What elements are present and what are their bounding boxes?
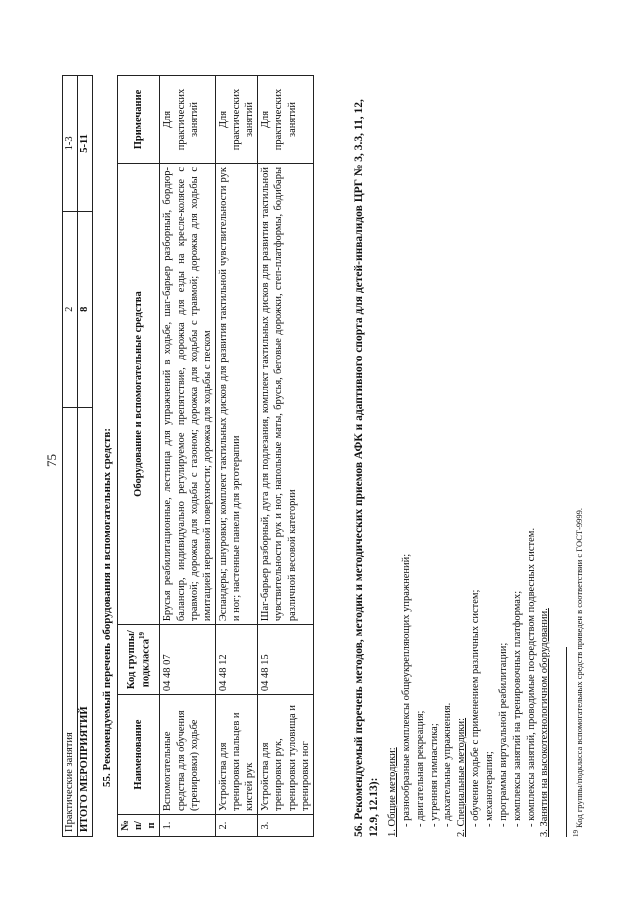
header-equipment: Оборудование и вспомогательные средства [118,163,160,624]
footnote-mark: 19 [572,830,580,837]
list-item: - обучение ходьбе с применением различных систем; [470,589,482,827]
group-title: 2. Специальные методики: [456,717,468,837]
footnote-divider [566,647,567,837]
header-code: Код группы/ подкласса$^{19}$ [118,625,160,695]
table-header-row [118,76,160,837]
group-title: 1. Общие методики: [387,747,398,837]
row-days: 1-3 [63,76,78,212]
summary-table [62,75,93,837]
table-row [258,76,314,837]
cell-equipment: Эспандеры; шнуровки; комплект тактильных дисков для развития тактильной чувствительности рук и ног; настенные панели для эрготерапии [215,163,257,624]
footnote [572,508,584,837]
table-row [215,76,257,837]
row-days: 5-11 [78,76,93,212]
list-item: - механотерапия; [484,751,496,827]
list-item: - дыхательные упражнения. [442,702,454,827]
equipment-table [117,75,314,837]
section-56-title: 56. Рекомендуемый перечень методов, методик и методических приемов АФК и адаптивного спорта для детей-инвалидов ЦРГ № 3, 3.3, 11, 12, 12.9, 12.13): [353,99,380,837]
cell-name: Вспомогательные средства для обучения (тренировки) ходьбе [160,695,216,815]
table-row [160,76,216,837]
list-item: - разнообразные комплексы общеукрепляющих упражнений; [400,553,412,827]
methods-list [386,528,552,837]
row-hours: 2 [63,211,78,407]
header-name: Наименование [118,695,160,815]
cell-num: 2. [215,815,257,837]
list-item: - программы виртуальной реабилитации; [497,642,509,827]
group-title: 3. Занятия на высокотехнологичном оборудовании. [539,608,551,837]
header-num: № п/п [118,815,160,837]
section-55-title: 55. Рекомендуемый перечень оборудования и вспомогательных средств: [101,428,113,787]
footnote-ref: 19 [137,632,146,640]
cell-note: Для практических занятий [160,76,216,164]
cell-name: Устройства для тренировки рук, тренировки туловища и тренировки ног [258,695,314,815]
cell-num: 3. [258,815,314,837]
list-item: - комплексы занятий на тренировочных платформах; [511,590,523,827]
cell-code: 04 48 07 [160,625,216,695]
cell-note: Для практических занятий [258,76,314,164]
cell-code: 04 48 15 [258,625,314,695]
cell-code: 04 48 12 [215,625,257,695]
list-item: - комплексы занятий, проводимые посредством подвесных систем. [525,527,537,827]
table-row [63,76,78,837]
cell-name: Устройства для тренировки пальцев и кистей рук [215,695,257,815]
list-item: - двигательная рекреация; [414,710,426,827]
row-name: ИТОГО МЕРОПРИЯТИЙ [78,407,93,836]
footnote-text: Код группы/подкласса вспомогательных средств приведен в соответствии с ГОСТ-9999. [573,507,584,828]
table-row [78,76,93,837]
row-name: Практические занятия [63,407,78,836]
cell-note: Для практических занятий [215,76,257,164]
page-number: 75 [44,454,59,467]
cell-equipment: Шаг-барьер разборный, дуга для подлезания, комплект тактильных дисков для развития тактильной чувствительности рук и ног, напольные маты, брусья, беговые дорожки, степ-платформы, бодибары различной весовой категории [258,163,314,624]
cell-num: 1. [160,815,216,837]
row-hours: 8 [78,211,93,407]
header-note: Примечание [118,76,160,164]
list-item: - утренняя гимнастика; [428,723,440,827]
cell-equipment: Брусья реабилитационные, лестница для упражнений в ходьбе, шаг-барьер разборный, бордюр-балансир, индивидуально регулируемое препятствие, дорожка для езды на кресле-коляске с травмой; дорожка для ходьбы с газоном; дорожка для ходьбы с травмой; дорожка для ходьбы с имитацией неровной поверхности; дорожка для ходьбы с песком [160,163,216,624]
